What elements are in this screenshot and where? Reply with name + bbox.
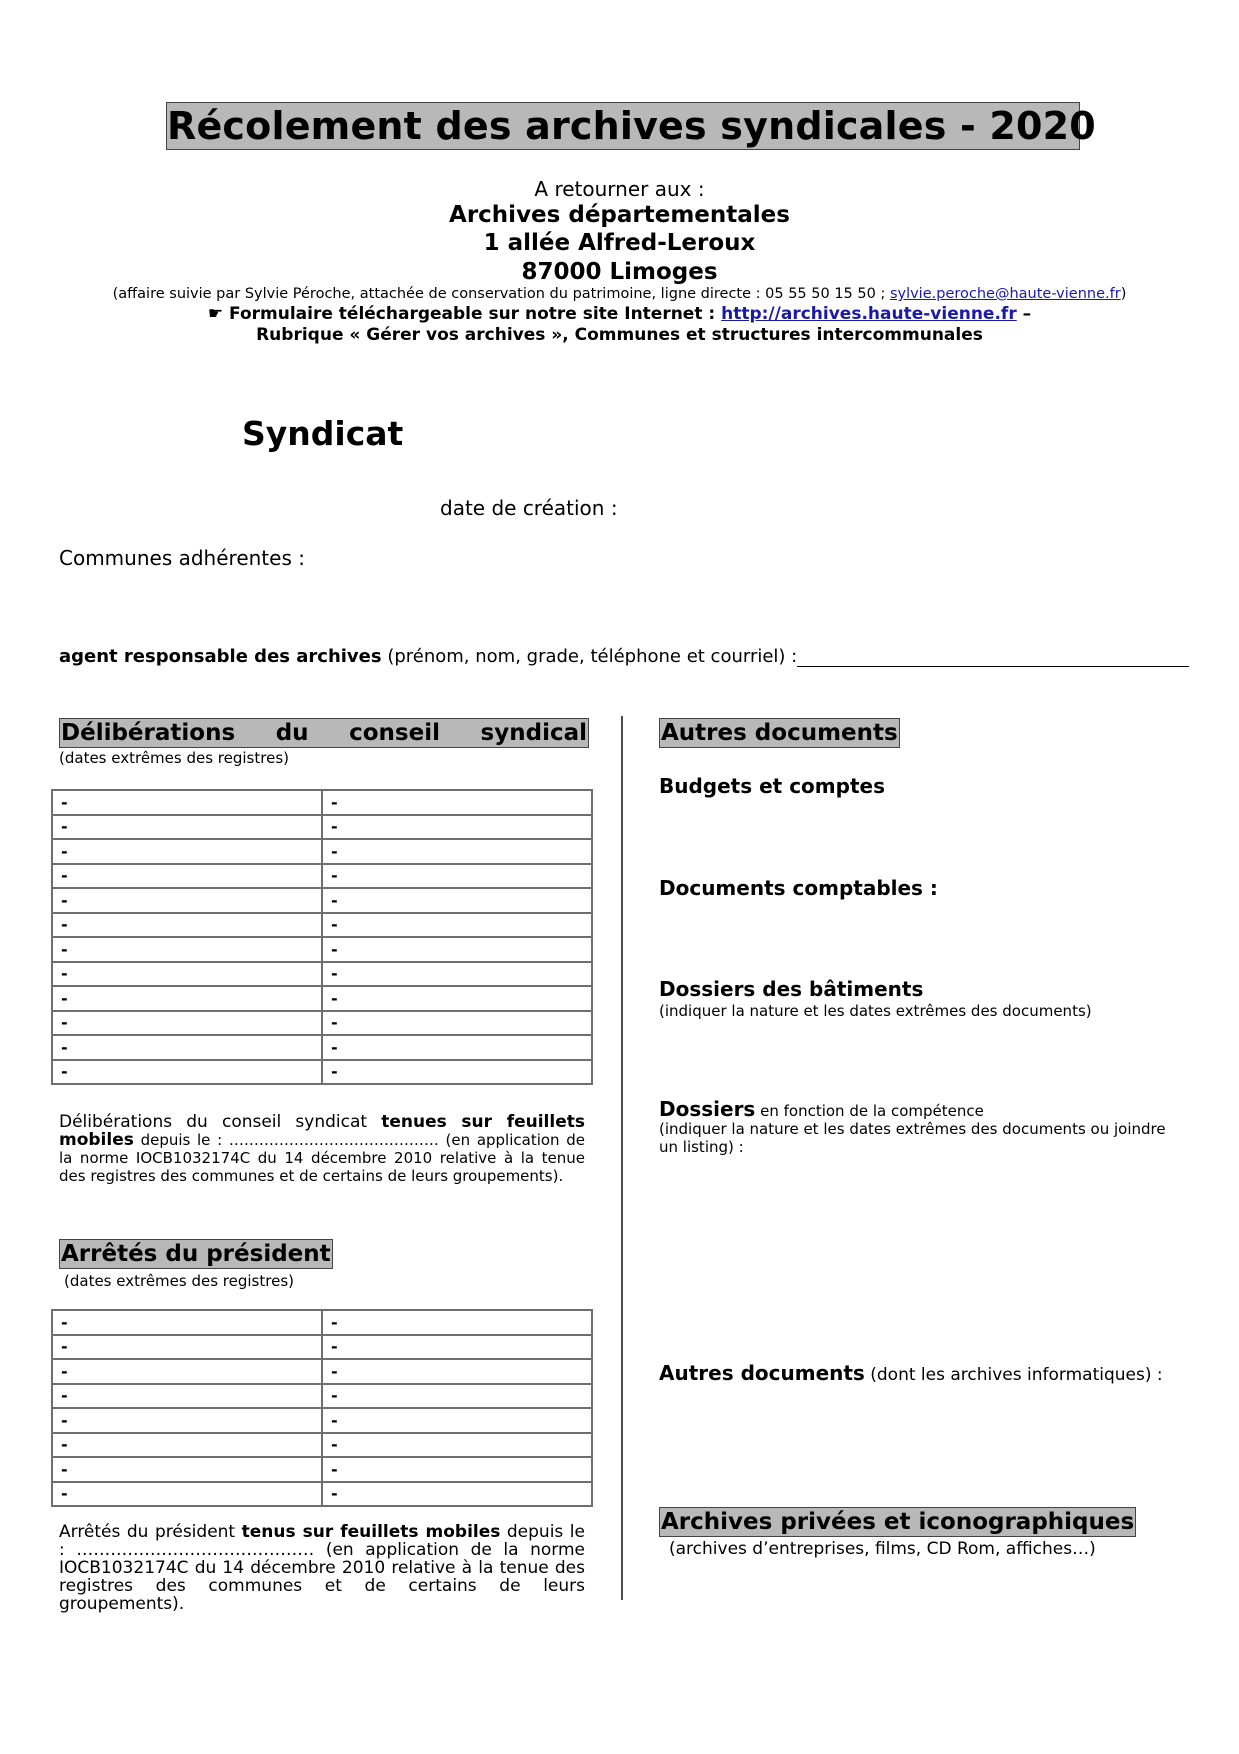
end-date-cell[interactable]: - — [322, 1060, 592, 1085]
end-date-cell[interactable]: - — [322, 1408, 592, 1433]
autres-documents-informatiques — [659, 1361, 1163, 1385]
note-start: Arrêtés du président — [59, 1522, 242, 1542]
deliberations-heading — [59, 718, 589, 748]
start-date-cell[interactable]: - — [52, 888, 322, 913]
end-date-cell[interactable]: - — [322, 1457, 592, 1482]
table-row — [52, 1408, 592, 1433]
start-date-cell[interactable]: - — [52, 1408, 322, 1433]
dossiers-label: Dossiers — [659, 1097, 756, 1121]
heading-word: du — [275, 720, 309, 746]
heading-word: Délibérations — [61, 720, 236, 746]
autres-docs-hint: (dont les archives informatiques) : — [864, 1365, 1163, 1385]
table-row — [52, 1482, 592, 1507]
rubrique-line: Rubrique « Gérer vos archives », Communes et structures intercommunales — [256, 325, 983, 345]
start-date-cell[interactable]: - — [52, 790, 322, 815]
date-creation-label: date de création : — [440, 496, 618, 520]
deliberations-note — [59, 1113, 585, 1185]
dossiers-batiments-hint: (indiquer la nature et les dates extrêmes des documents) — [659, 1002, 1092, 1020]
table-row — [52, 1359, 592, 1384]
start-date-cell[interactable]: - — [52, 839, 322, 864]
table-row — [52, 1384, 592, 1409]
start-date-cell[interactable]: - — [52, 1335, 322, 1360]
start-date-cell[interactable]: - — [52, 1457, 322, 1482]
deliberations-table — [51, 789, 593, 1085]
start-date-cell[interactable]: - — [52, 913, 322, 938]
table-row — [52, 790, 592, 815]
dossiers-competence-label — [659, 1097, 984, 1121]
form-text: Formulaire téléchargeable sur notre site Internet : — [229, 304, 722, 324]
contact-prefix: (affaire suivie par Sylvie Péroche, attachée de conservation du patrimoine, ligne directe : 05 55 50 15 50 ; — [112, 286, 890, 302]
start-date-cell[interactable]: - — [52, 1359, 322, 1384]
table-row — [52, 1011, 592, 1036]
autres-docs-label: Autres documents — [659, 1361, 865, 1385]
contact-line — [0, 286, 1239, 302]
org-name: Archives départementales — [449, 202, 790, 228]
start-date-cell[interactable]: - — [52, 937, 322, 962]
contact-suffix: ) — [1120, 286, 1127, 302]
note-bold: tenus sur feuillets mobiles — [241, 1522, 501, 1542]
address-city: 87000 Limoges — [521, 259, 718, 285]
note-rest: depuis le : …………………………………… (en application de la norme IOCB1032174C du 14 décembre 2010 relative à la tenue des registres des communes et de certains de leurs groupements). — [59, 1131, 585, 1185]
table-row — [52, 1035, 592, 1060]
end-date-cell[interactable]: - — [322, 962, 592, 987]
start-date-cell[interactable]: - — [52, 962, 322, 987]
table-row — [52, 962, 592, 987]
start-date-cell[interactable]: - — [52, 1482, 322, 1507]
archives-privees-heading: Archives privées et iconographiques — [661, 1509, 1135, 1535]
end-date-cell[interactable]: - — [322, 1035, 592, 1060]
table-row — [52, 839, 592, 864]
agent-input-line[interactable] — [797, 648, 1189, 667]
end-date-cell[interactable]: - — [322, 1359, 592, 1384]
arretes-hint: (dates extrêmes des registres) — [64, 1272, 294, 1290]
dossiers-competence-hint: (indiquer la nature et les dates extrêmes des documents ou joindre un listing) : — [659, 1120, 1166, 1156]
pointing-hand-icon: ☛ — [207, 304, 224, 324]
agent-responsable-field — [59, 646, 1189, 667]
end-date-cell[interactable]: - — [322, 888, 592, 913]
end-date-cell[interactable]: - — [322, 864, 592, 889]
end-date-cell[interactable]: - — [322, 1482, 592, 1507]
syndicat-label: Syndicat — [242, 414, 404, 453]
dossiers-batiments-label: Dossiers des bâtiments — [659, 977, 924, 1001]
arretes-heading: Arrêtés du président — [61, 1241, 331, 1267]
agent-hint: (prénom, nom, grade, téléphone et courriel) : — [381, 646, 798, 667]
table-row — [52, 1310, 592, 1335]
table-row — [52, 937, 592, 962]
address-street: 1 allée Alfred-Leroux — [483, 230, 756, 256]
end-date-cell[interactable]: - — [322, 1011, 592, 1036]
start-date-cell[interactable]: - — [52, 986, 322, 1011]
autres-documents-heading: Autres documents — [661, 720, 898, 746]
note-bold: tenues sur feuillets mobiles — [59, 1112, 585, 1150]
start-date-cell[interactable]: - — [52, 1310, 322, 1335]
note-rest: depuis le : …………………………………… (en application de la norme IOCB1032174C du 14 décembre 2010 relative à la tenue des registres des communes et de certains de leurs groupements). — [59, 1522, 585, 1614]
dossiers-small: en fonction de la compétence — [755, 1102, 984, 1120]
end-date-cell[interactable]: - — [322, 790, 592, 815]
arretes-note — [59, 1523, 585, 1613]
start-date-cell[interactable]: - — [52, 1433, 322, 1458]
end-date-cell[interactable]: - — [322, 1384, 592, 1409]
website-link[interactable]: http://archives.haute-vienne.fr — [721, 304, 1017, 324]
table-row — [52, 913, 592, 938]
form-download-line — [0, 304, 1239, 324]
end-date-cell[interactable]: - — [322, 1310, 592, 1335]
table-row — [52, 1457, 592, 1482]
start-date-cell[interactable]: - — [52, 864, 322, 889]
column-divider — [621, 716, 623, 1600]
heading-word: syndical — [480, 720, 587, 746]
start-date-cell[interactable]: - — [52, 815, 322, 840]
table-row — [52, 1433, 592, 1458]
return-to-label: A retourner aux : — [534, 177, 705, 201]
end-date-cell[interactable]: - — [322, 937, 592, 962]
end-date-cell[interactable]: - — [322, 839, 592, 864]
start-date-cell[interactable]: - — [52, 1011, 322, 1036]
table-row — [52, 1060, 592, 1085]
start-date-cell[interactable]: - — [52, 1035, 322, 1060]
heading-word: conseil — [349, 720, 440, 746]
agent-label: agent responsable des archives — [59, 646, 382, 667]
start-date-cell[interactable]: - — [52, 1060, 322, 1085]
end-date-cell[interactable]: - — [322, 1335, 592, 1360]
form-dash: – — [1016, 304, 1032, 324]
table-row — [52, 1335, 592, 1360]
table-row — [52, 986, 592, 1011]
note-start: Délibérations du conseil syndicat — [59, 1112, 382, 1132]
end-date-cell[interactable]: - — [322, 913, 592, 938]
contact-email-link[interactable]: sylvie.peroche@haute-vienne.fr — [889, 286, 1121, 302]
start-date-cell[interactable]: - — [52, 1384, 322, 1409]
archives-privees-hint: (archives d’entreprises, films, CD Rom, affiches…) — [669, 1539, 1096, 1559]
budgets-label: Budgets et comptes — [659, 774, 885, 798]
deliberations-hint: (dates extrêmes des registres) — [59, 749, 289, 767]
arretes-table — [51, 1309, 593, 1507]
table-row — [52, 815, 592, 840]
end-date-cell[interactable]: - — [322, 1433, 592, 1458]
documents-comptables-label: Documents comptables : — [659, 876, 938, 900]
end-date-cell[interactable]: - — [322, 986, 592, 1011]
table-row — [52, 888, 592, 913]
communes-label: Communes adhérentes : — [59, 546, 305, 570]
document-title: Récolement des archives syndicales - 2020 — [167, 104, 1096, 148]
table-row — [52, 864, 592, 889]
end-date-cell[interactable]: - — [322, 815, 592, 840]
